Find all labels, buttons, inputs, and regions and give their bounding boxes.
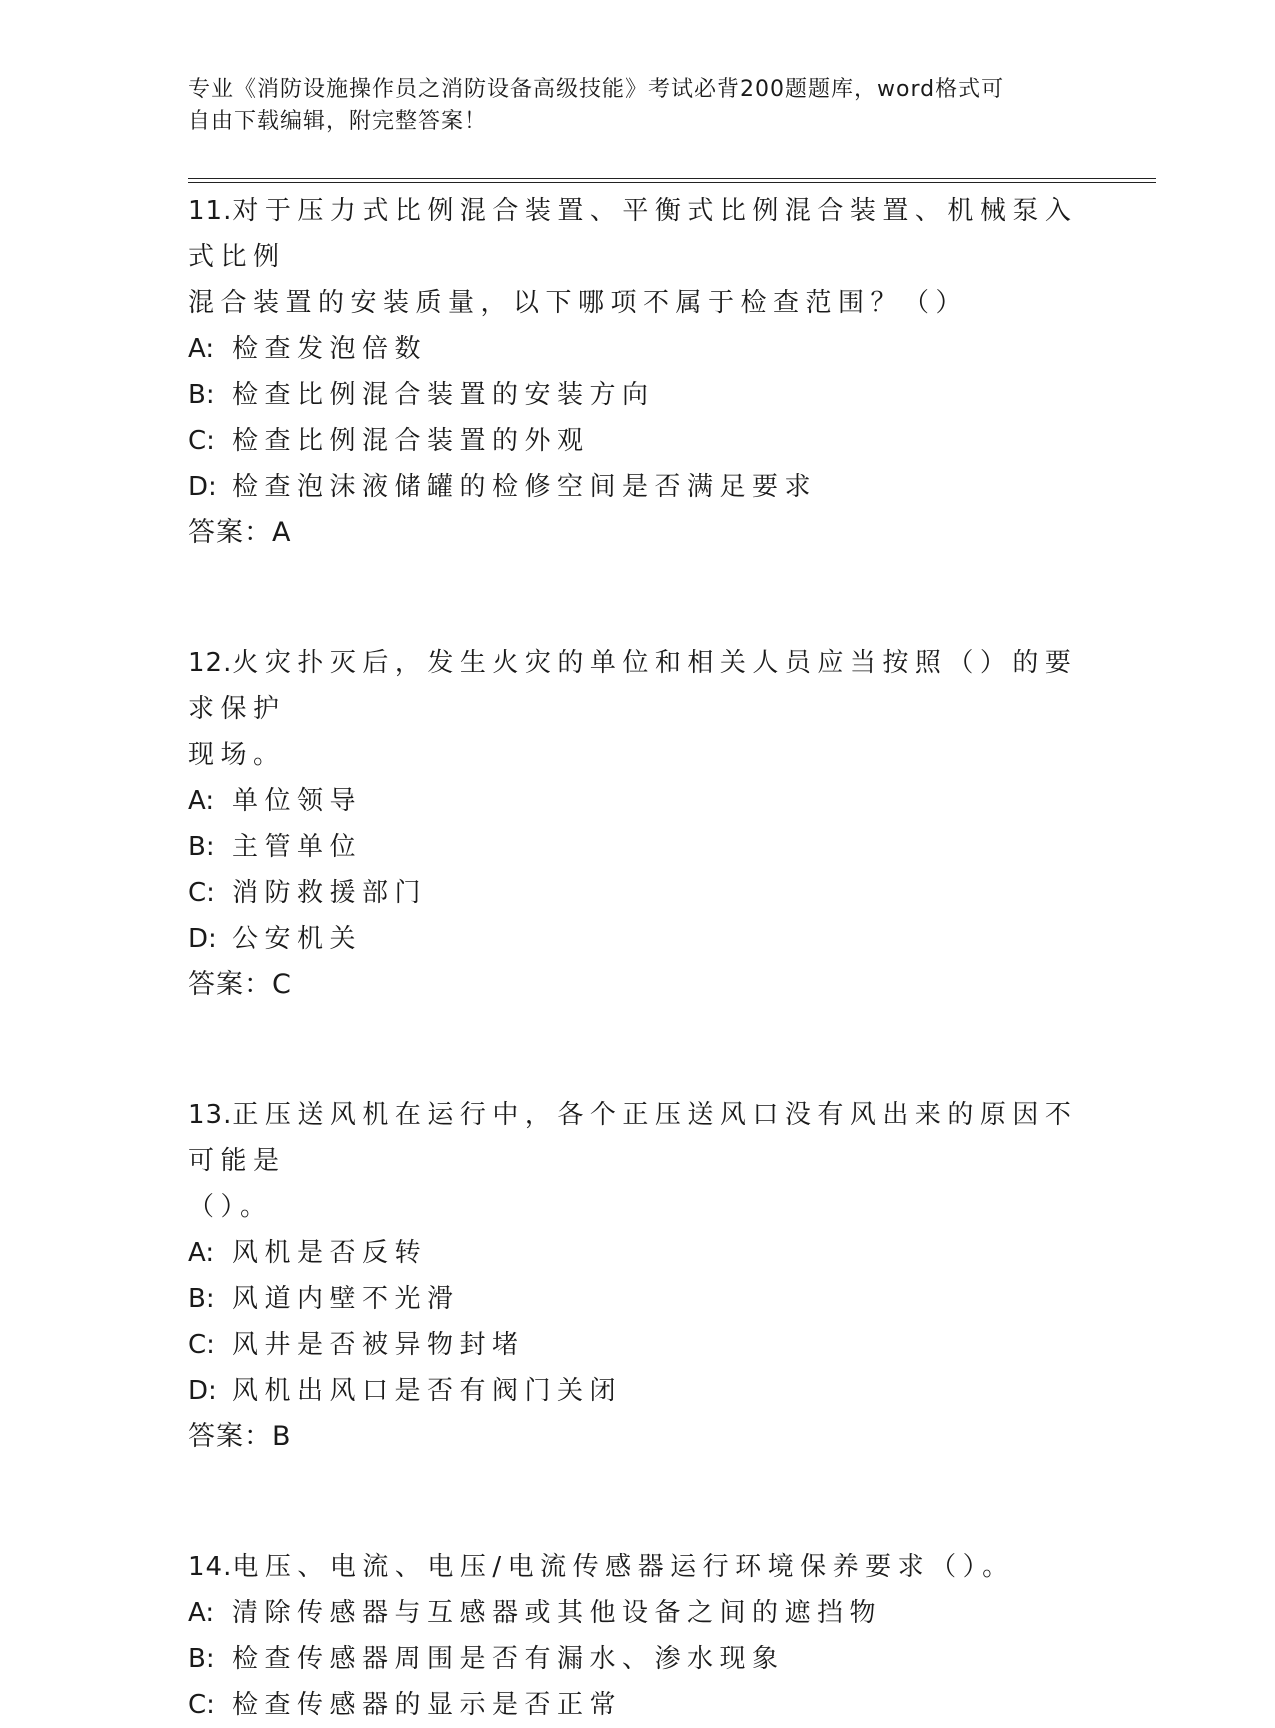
question-stem xyxy=(188,188,1088,280)
option-text: 风机出风口是否有阀门关闭 xyxy=(232,1376,623,1406)
question-number: 12. xyxy=(188,648,233,678)
option-d xyxy=(188,916,1088,962)
header-divider-top xyxy=(188,178,1156,179)
option-d xyxy=(188,1368,1088,1414)
question-text-line-1: 电压、电流、电压/电流传感器运行环境保养要求（）。 xyxy=(232,1552,1015,1582)
answer: 答案：B xyxy=(188,1421,292,1452)
header-line-2: 自由下载编辑，附完整答案！ xyxy=(188,109,488,134)
question-spacer xyxy=(188,1008,1088,1092)
option-b xyxy=(188,1636,1088,1682)
option-d xyxy=(188,464,1088,510)
option-key: B: xyxy=(188,380,215,410)
question-spacer xyxy=(188,1460,1088,1544)
answer: 答案：A xyxy=(188,517,292,548)
option-text: 检查发泡倍数 xyxy=(232,334,428,364)
question-text-line-1: 对于压力式比例混合装置、平衡式比例混合装置、机械泵入式比例 xyxy=(188,196,1078,272)
option-text: 主管单位 xyxy=(232,832,363,862)
option-key: A: xyxy=(188,1598,215,1628)
option-text: 清除传感器与互感器或其他设备之间的遮挡物 xyxy=(232,1598,883,1628)
option-text: 风道内壁不光滑 xyxy=(232,1284,460,1314)
question-11 xyxy=(188,188,1088,556)
question-number: 14. xyxy=(188,1552,233,1582)
option-c xyxy=(188,870,1088,916)
option-text: 公安机关 xyxy=(232,924,363,954)
question-13 xyxy=(188,1092,1088,1460)
option-text: 风井是否被异物封堵 xyxy=(232,1330,525,1360)
option-key: D: xyxy=(188,472,217,502)
option-key: D: xyxy=(188,1376,217,1406)
question-stem xyxy=(188,640,1088,732)
option-text: 检查比例混合装置的外观 xyxy=(232,426,590,456)
question-number: 11. xyxy=(188,196,233,226)
question-12 xyxy=(188,640,1088,1008)
option-text: 检查泡沫液储罐的检修空间是否满足要求 xyxy=(232,472,818,502)
option-c xyxy=(188,418,1088,464)
option-a xyxy=(188,1590,1088,1636)
option-a xyxy=(188,778,1088,824)
option-text: 单位领导 xyxy=(232,786,363,816)
option-key: B: xyxy=(188,1644,215,1674)
header-divider-bottom xyxy=(188,182,1156,183)
option-text: 风机是否反转 xyxy=(232,1238,428,1268)
question-text-line-2: 现场。 xyxy=(188,740,286,770)
question-text-line-2: （）。 xyxy=(188,1192,273,1222)
option-c xyxy=(188,1682,1088,1728)
option-a xyxy=(188,326,1088,372)
option-key: B: xyxy=(188,1284,215,1314)
question-spacer xyxy=(188,556,1088,640)
option-text: 检查传感器的显示是否正常 xyxy=(232,1690,623,1720)
question-number: 13. xyxy=(188,1100,233,1130)
option-b xyxy=(188,1276,1088,1322)
option-text: 检查传感器周围是否有漏水、渗水现象 xyxy=(232,1644,785,1674)
option-key: A: xyxy=(188,334,215,364)
option-key: C: xyxy=(188,878,215,908)
answer: 答案：C xyxy=(188,969,292,1000)
question-stem xyxy=(188,1092,1088,1184)
question-text-line-1: 正压送风机在运行中，各个正压送风口没有风出来的原因不可能是 xyxy=(188,1100,1078,1176)
question-stem xyxy=(188,1544,1088,1590)
option-key: C: xyxy=(188,1690,215,1720)
option-key: C: xyxy=(188,1330,215,1360)
document-header xyxy=(188,74,1068,138)
question-list xyxy=(188,188,1088,1728)
question-text-line-2: 混合装置的安装质量，以下哪项不属于检查范围？（） xyxy=(188,288,969,318)
option-c xyxy=(188,1322,1088,1368)
header-line-1: 专业《消防设施操作员之消防设备高级技能》考试必背200题题库，word格式可 xyxy=(188,77,1005,102)
option-key: B: xyxy=(188,832,215,862)
option-text: 消防救援部门 xyxy=(232,878,428,908)
option-key: A: xyxy=(188,1238,215,1268)
question-text-line-1: 火灾扑灭后，发生火灾的单位和相关人员应当按照（）的要求保护 xyxy=(188,648,1078,724)
option-b xyxy=(188,372,1088,418)
option-key: C: xyxy=(188,426,215,456)
option-key: A: xyxy=(188,786,215,816)
option-key: D: xyxy=(188,924,217,954)
question-14 xyxy=(188,1544,1088,1728)
option-b xyxy=(188,824,1088,870)
option-a xyxy=(188,1230,1088,1276)
option-text: 检查比例混合装置的安装方向 xyxy=(232,380,655,410)
